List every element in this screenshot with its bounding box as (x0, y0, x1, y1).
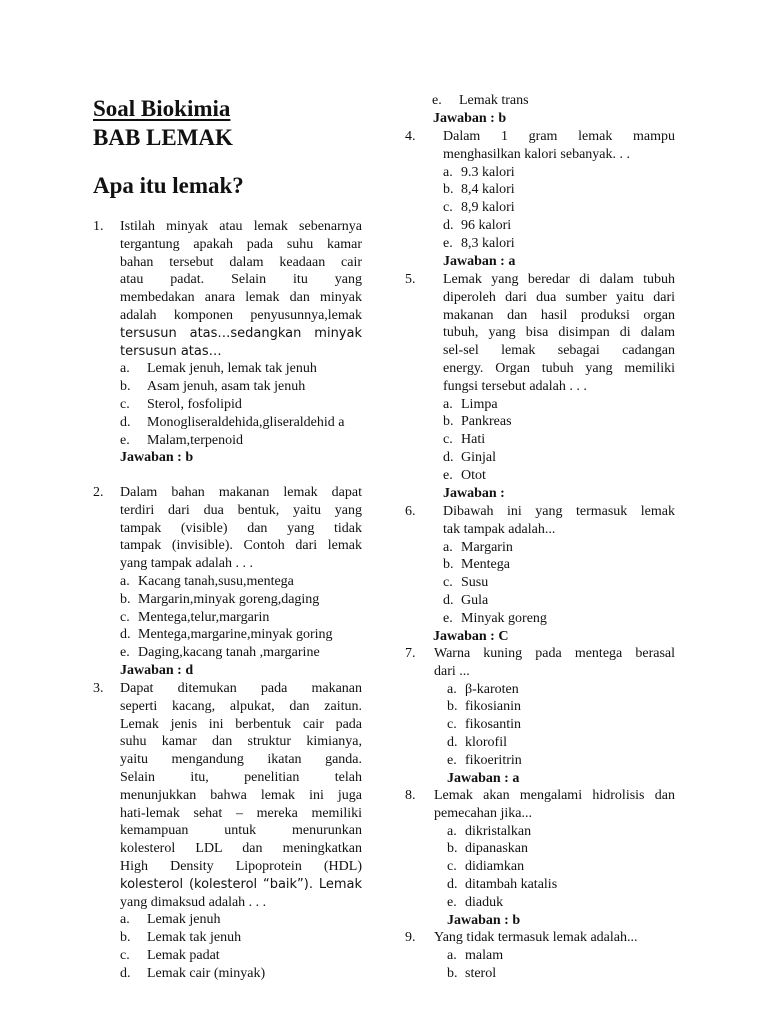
question-4 (405, 128, 675, 270)
option-text: Otot (461, 467, 486, 483)
question-text-line: Yang tidak termasuk lemak adalah... (434, 930, 638, 945)
question-text-line: bahan tersebut dalam keadaan cair (120, 254, 362, 270)
answer-option (443, 199, 675, 217)
question-text-line: kolesterol LDL dan meningkatkan (120, 841, 362, 857)
answer-option (120, 573, 362, 591)
option-text: Lemak tak jenuh (147, 930, 242, 946)
answer-option (120, 432, 362, 450)
option-text: Minyak goreng (461, 610, 547, 626)
question-text-line: atau padat. Selain itu yang (120, 272, 362, 288)
question-text-line: pemecahan jika... (434, 805, 532, 821)
option-text: dikristalkan (465, 823, 532, 839)
question-number: 2. (93, 485, 104, 500)
option-text: Margarin,minyak goreng,daging (138, 591, 320, 607)
option-text: ditambah katalis (465, 876, 558, 892)
option-letter: e. (443, 610, 453, 626)
question-text-line: yang tampak adalah . . . (120, 556, 253, 572)
question-text-line: membedakan anara lemak dan minyak (120, 290, 362, 306)
question-text-line: tampak (invisible). Contoh dari lemak (120, 538, 362, 554)
option-text: Lemak jenuh, lemak tak jenuh (147, 361, 317, 377)
option-letter: d. (443, 217, 454, 233)
option-text: fikosianin (465, 699, 521, 715)
option-letter: c. (120, 396, 130, 412)
answer-option (443, 610, 675, 628)
option-text: Lemak cair (minyak) (147, 965, 266, 981)
option-text: Gula (461, 592, 489, 608)
answer-option (120, 591, 362, 609)
option-text: fikoeritrin (465, 752, 522, 768)
answer-option (443, 467, 675, 485)
answer-option (120, 929, 362, 947)
question-text-line: tak tampak adalah... (443, 521, 556, 537)
option-letter: b. (447, 699, 458, 715)
answer-option (443, 539, 675, 557)
option-letter: b. (447, 965, 458, 981)
option-text: Lemak jenuh (147, 912, 221, 928)
option-text: fikosantin (465, 717, 521, 733)
section-heading: Apa itu lemak? (93, 173, 244, 198)
option-text: Lemak padat (147, 947, 220, 963)
chapter-title: BAB LEMAK (93, 125, 233, 150)
question-text-line: Warna kuning pada mentega berasal (434, 646, 675, 661)
option-text: β-karoten (465, 681, 519, 697)
question-2 (93, 484, 362, 680)
question-text-line: sel-sel lemak sebagai cadangan (443, 343, 675, 359)
option-text: Mentega,margarine,minyak goring (138, 627, 333, 643)
answer-option (447, 734, 675, 752)
question-text-line: diperoleh dari dua sumber yaitu dari (443, 289, 675, 305)
option-text: Daging,kacang tanah ,margarine (138, 645, 320, 661)
option-text: sterol (465, 965, 497, 981)
answer-key: Jawaban : b (447, 912, 521, 928)
answer-option (443, 556, 675, 574)
option-letter: d. (443, 592, 454, 608)
option-text: Lemak trans (459, 93, 529, 108)
answer-option (443, 235, 675, 253)
answer-option (120, 609, 362, 627)
question-text-line: kemampuan untuk menurunkan (120, 823, 362, 839)
option-text: 8,3 kalori (461, 235, 515, 251)
question-text-line: Dapat ditemukan pada makanan (120, 681, 362, 696)
option-letter: a. (447, 681, 457, 697)
question-text-line: tampak (visible) dan yang tidak (120, 520, 362, 536)
option-letter: e. (120, 432, 130, 448)
option-text: diaduk (465, 894, 504, 910)
question-text-line: Lemak yang beredar di dalam tubuh (443, 272, 675, 287)
option-text: 9.3 kalori (461, 164, 515, 180)
option-text: 96 kalori (461, 217, 512, 233)
option-letter: e. (443, 467, 453, 483)
answer-option (120, 644, 362, 662)
option-letter: e. (447, 752, 457, 768)
option-letter: e. (443, 235, 453, 251)
option-letter: b. (443, 557, 454, 573)
option-letter: d. (447, 876, 458, 892)
answer-option (443, 431, 675, 449)
question-text-line: yaitu mengandung ikatan ganda. (120, 752, 362, 768)
question-9 (405, 929, 675, 982)
option-text: Pankreas (461, 414, 512, 430)
question-text-line: tubuh, yang bisa disimpan di dalam (443, 325, 675, 341)
option-text: malam (465, 947, 504, 963)
option-text: Margarin (461, 539, 513, 555)
question-text-line: Lemak jenis ini berbentuk cair pada (120, 716, 362, 732)
answer-key: Jawaban : d (120, 662, 194, 678)
question-text-line: suhu kamar dan struktur kimianya, (120, 734, 362, 750)
answer-key: Jawaban : (443, 485, 505, 501)
option-letter: d. (120, 965, 131, 981)
answer-option (447, 698, 675, 716)
option-text: Kacang tanah,susu,mentega (138, 573, 294, 589)
question-text-line: Selain itu, penelitian telah (120, 769, 362, 785)
option-letter: b. (447, 841, 458, 857)
option-letter: a. (120, 361, 130, 377)
question-number: 8. (405, 788, 416, 803)
answer-key: Jawaban : b (433, 110, 507, 126)
answer-option (432, 92, 675, 110)
option-text: Malam,terpenoid (147, 432, 244, 448)
answer-option (120, 414, 362, 432)
option-letter: a. (447, 947, 457, 963)
answer-option (447, 965, 675, 983)
option-text: Limpa (461, 396, 498, 412)
answer-option (120, 396, 362, 414)
option-letter: d. (447, 734, 458, 750)
question-text-line: kolesterol (kolesterol “baik”). Lemak (120, 876, 362, 892)
option-letter: c. (447, 717, 457, 733)
option-letter: e. (432, 93, 442, 108)
answer-option (447, 716, 675, 734)
answer-option (120, 378, 362, 396)
option-letter: c. (443, 432, 453, 448)
answer-option (120, 947, 362, 965)
answer-option (447, 858, 675, 876)
answer-option (447, 947, 675, 965)
option-text: Asam jenuh, asam tak jenuh (147, 379, 306, 395)
option-letter: d. (443, 449, 454, 465)
option-text: dipanaskan (465, 841, 528, 857)
answer-option (443, 574, 675, 592)
answer-option (443, 217, 675, 235)
option-text: Mentega,telur,margarin (138, 609, 270, 625)
question-text-line: Lemak akan mengalami hidrolisis dan (434, 788, 675, 803)
answer-option (447, 823, 675, 841)
answer-option (443, 413, 675, 431)
option-letter: a. (120, 573, 130, 589)
answer-option (443, 592, 675, 610)
option-letter: c. (447, 859, 457, 875)
option-letter: a. (443, 396, 453, 412)
answer-option (447, 876, 675, 894)
question-number: 1. (93, 219, 104, 234)
question-text-line: yang dimaksud adalah . . . (120, 894, 267, 910)
question-number: 4. (405, 129, 416, 144)
question-3 (93, 680, 362, 983)
answer-option (120, 360, 362, 378)
option-letter: c. (443, 200, 453, 216)
question-text-line: fungsi tersebut adalah . . . (443, 378, 587, 394)
answer-key: Jawaban : b (120, 450, 194, 466)
question-text-line: makanan dan hasil produksi organ (443, 307, 675, 323)
answer-option (120, 626, 362, 644)
question-text-line: Dalam 1 gram lemak mampu (443, 129, 675, 144)
question-6 (405, 503, 675, 645)
question-text-line: terdiri dari dua bentuk, yaitu yang (120, 502, 362, 518)
answer-option (120, 965, 362, 983)
question-number: 9. (405, 930, 416, 945)
option-letter: a. (443, 164, 453, 180)
question-text-line: dari ... (434, 663, 470, 679)
option-letter: d. (120, 414, 131, 430)
option-letter: b. (120, 930, 131, 946)
question-text-line: Istilah minyak atau lemak sebenarnya (120, 219, 362, 234)
option-text: 8,4 kalori (461, 182, 515, 198)
option-letter: a. (447, 823, 457, 839)
question-text-line: High Density Lipoprotein (HDL) (120, 858, 362, 874)
answer-key: Jawaban : a (447, 770, 520, 786)
answer-option (447, 752, 675, 770)
option-letter: a. (120, 912, 130, 928)
option-text: didiamkan (465, 859, 525, 875)
question-5 (405, 271, 675, 502)
option-letter: e. (447, 894, 457, 910)
question-text-line: seperti kacang, alpukat, dan zaitun. (120, 698, 362, 714)
option-text: Susu (461, 575, 489, 591)
option-letter: c. (443, 575, 453, 591)
option-letter: b. (120, 379, 131, 395)
option-text: klorofil (465, 734, 507, 750)
answer-option (447, 840, 675, 858)
option-text: 8,9 kalori (461, 200, 515, 216)
question-text-line: Dalam bahan makanan lemak dapat (120, 485, 362, 500)
answer-option (447, 681, 675, 699)
question-text-line: tersusun atas…sedangkan minyak (120, 325, 362, 341)
option-letter: a. (443, 539, 453, 555)
question-number: 7. (405, 646, 416, 661)
option-letter: e. (120, 645, 130, 661)
question-number: 5. (405, 272, 416, 287)
question-text-line: tergantung apakah pada suhu kamar (120, 236, 362, 252)
question-text-line: energy. Organ tubuh yang memiliki (443, 360, 675, 376)
question-7 (405, 645, 675, 787)
answer-option (443, 181, 675, 199)
option-text: Monogliseraldehida,gliseraldehid a (147, 414, 345, 430)
option-letter: c. (120, 947, 130, 963)
question-text-line: adalah komponen penyusunnya,lemak (120, 307, 362, 323)
question-8 (405, 787, 675, 929)
option-letter: c. (120, 609, 130, 625)
option-text: Hati (461, 432, 486, 448)
option-letter: b. (443, 414, 454, 430)
document-subject-title: Soal Biokimia (93, 96, 231, 121)
option-letter: b. (443, 182, 454, 198)
answer-option (120, 911, 362, 929)
question-text-line: Dibawah ini yang termasuk lemak (443, 504, 675, 519)
question-3-continued (405, 92, 675, 128)
question-number: 6. (405, 504, 416, 519)
option-text: Ginjal (461, 449, 496, 465)
question-text-line: hati-lemak sehat – mereka memiliki (120, 805, 362, 821)
option-letter: b. (120, 591, 131, 607)
answer-option (443, 449, 675, 467)
question-text-line: menunjukkan bahwa lemak ini juga (120, 787, 362, 803)
option-text: Sterol, fosfolipid (147, 396, 242, 412)
option-letter: d. (120, 627, 131, 643)
answer-option (443, 396, 675, 414)
answer-option (443, 164, 675, 182)
answer-key: Jawaban : C (433, 628, 509, 644)
answer-key: Jawaban : a (443, 253, 516, 269)
answer-option (447, 894, 675, 912)
question-number: 3. (93, 681, 104, 696)
question-text-line: menghasilkan kalori sebanyak. . . (443, 146, 631, 162)
question-1 (93, 218, 362, 467)
question-text-line: tersusun atas… (120, 343, 222, 359)
option-text: Mentega (461, 557, 510, 573)
